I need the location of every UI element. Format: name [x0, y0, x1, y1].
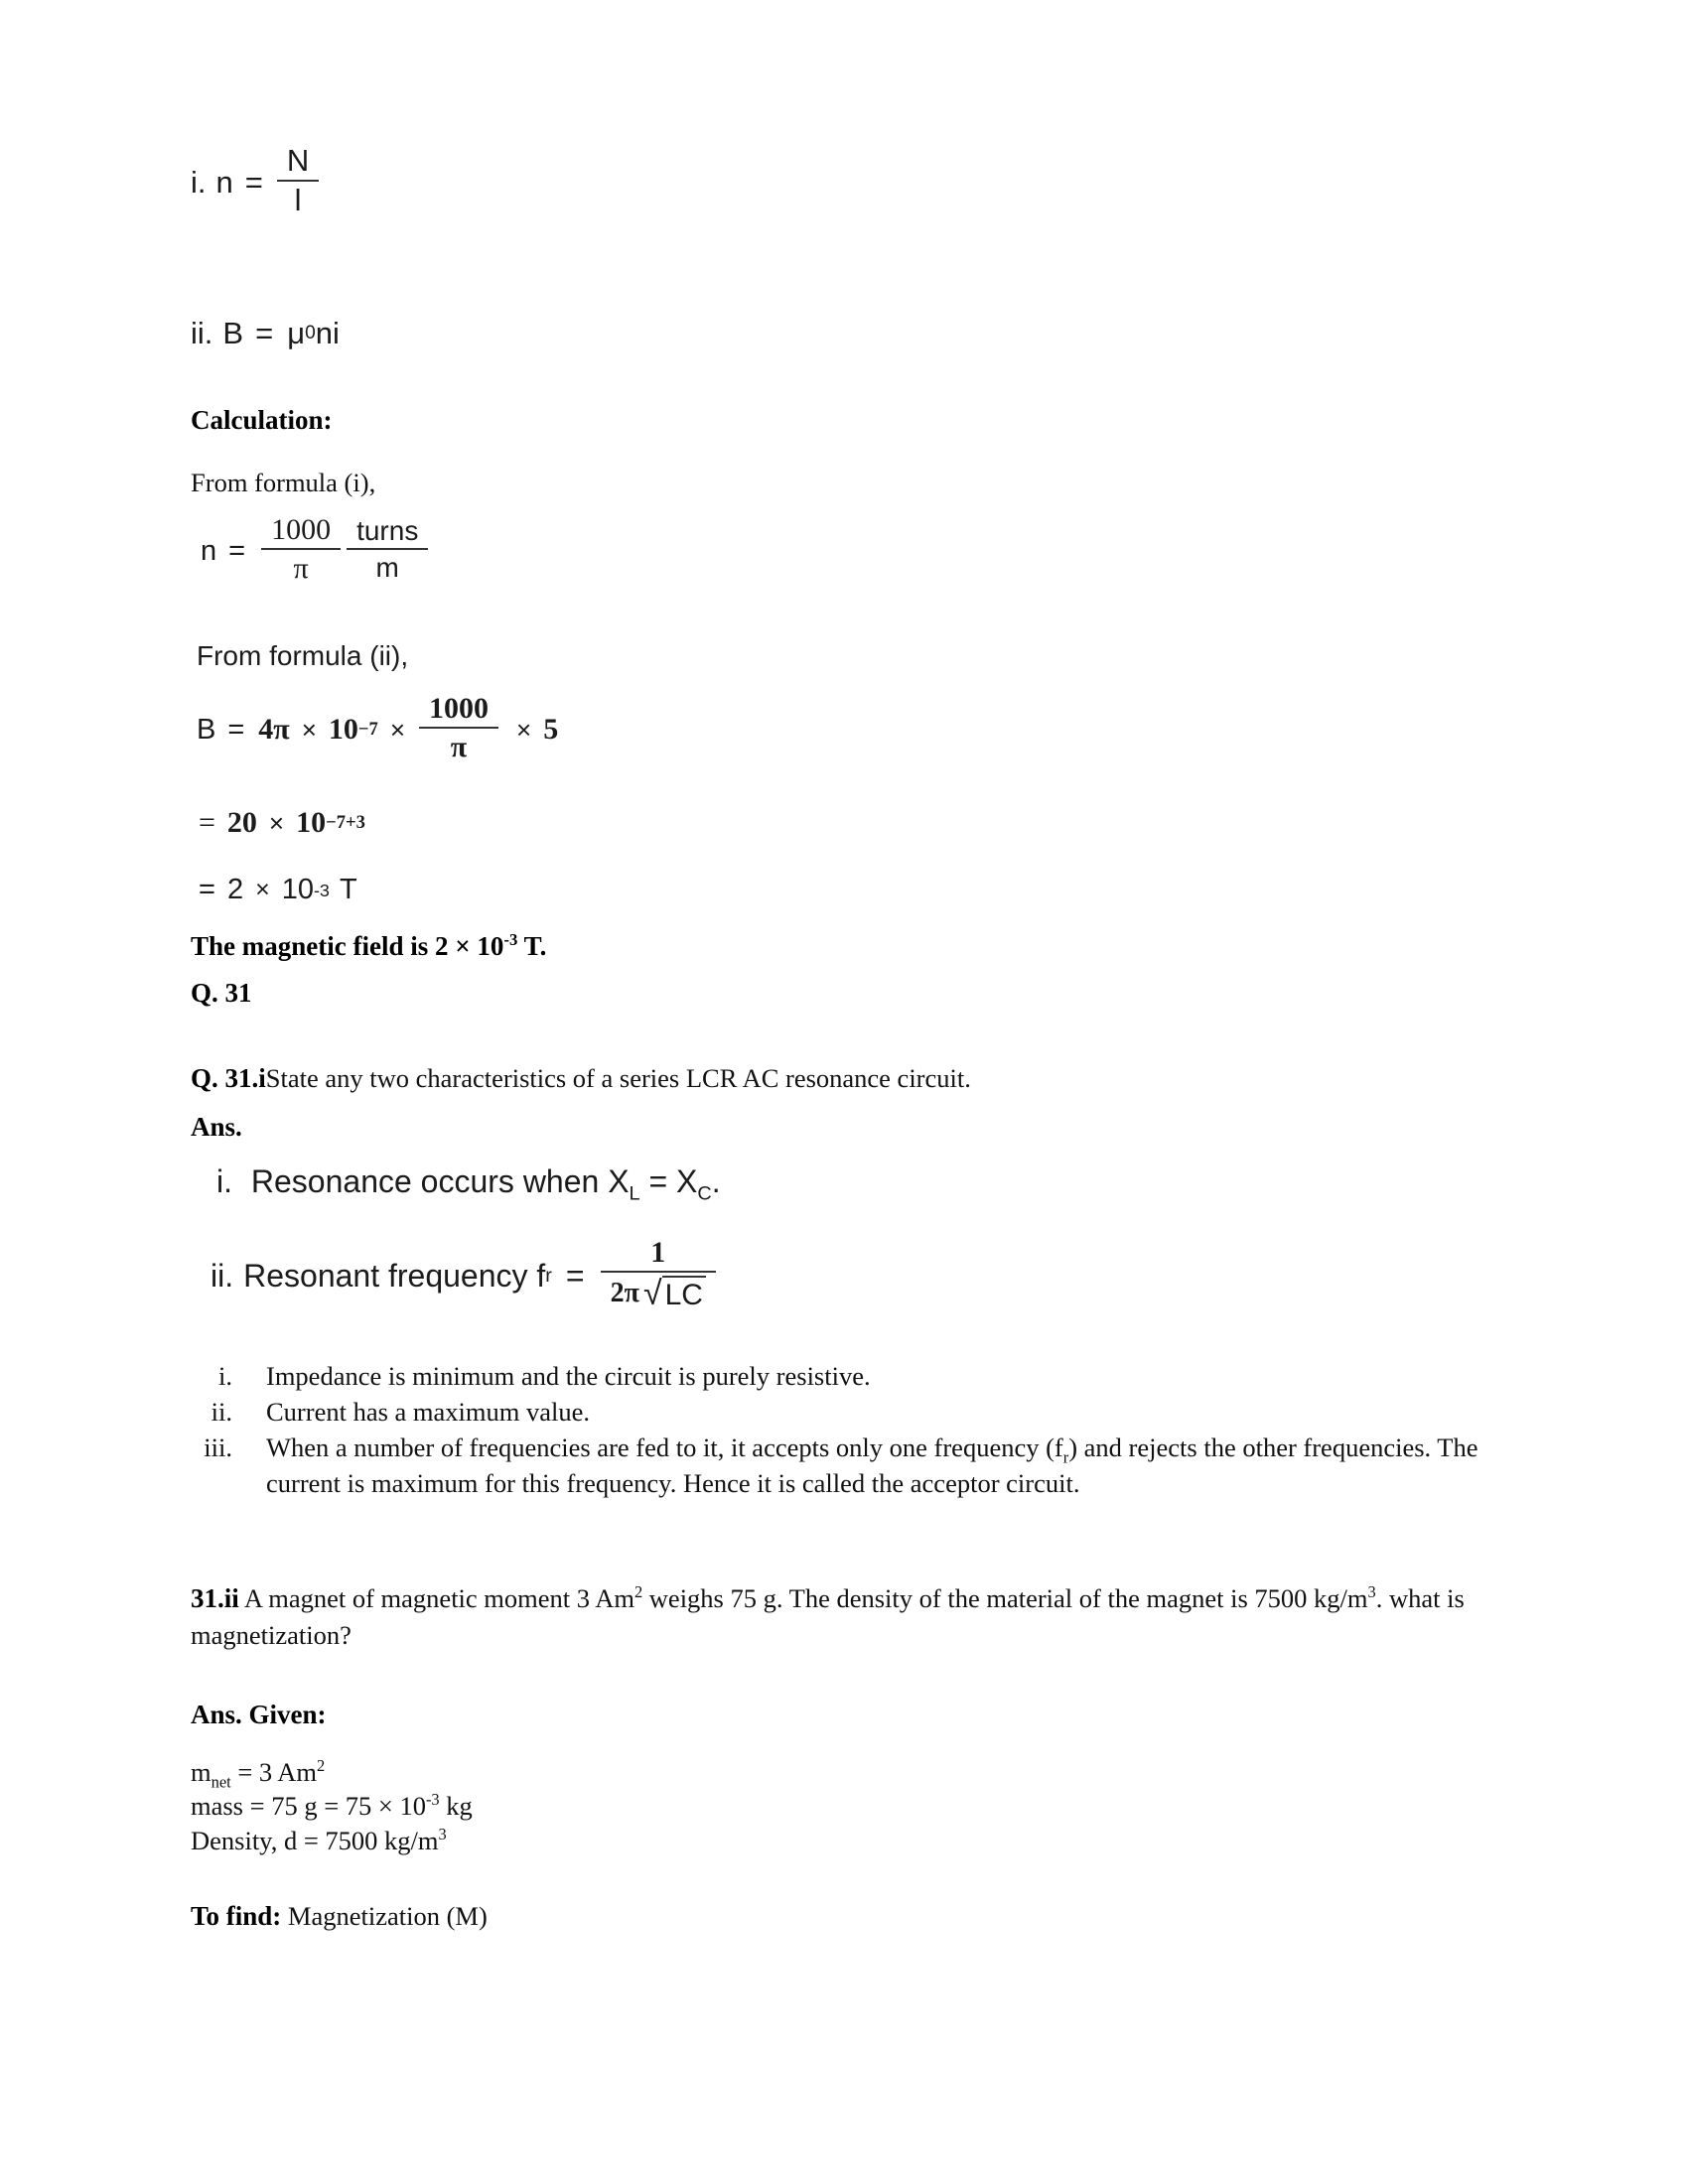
m-net-symbol: m	[191, 1757, 211, 1787]
q31i-line	[191, 1060, 1501, 1097]
formula-i-marker: i.	[191, 165, 207, 201]
resonance-i-text-c: .	[711, 1163, 721, 1199]
list-item-text: Impedance is minimum and the circuit is purely resistive.	[266, 1361, 871, 1391]
characteristics-list-items	[189, 1358, 1499, 1501]
b-line3-base: 10	[281, 874, 314, 905]
formula-i-numerator: N	[286, 143, 310, 178]
formula-ii-marker: ii.	[191, 316, 213, 350]
density-text: Density, d = 7500 kg/m	[191, 1825, 439, 1855]
list-item-text-part1: When a number of frequencies are fed to it, it accepts only one frequency (f	[266, 1433, 1063, 1463]
magnetic-field-answer-exponent: -3	[503, 930, 518, 949]
b-equation-fraction	[419, 693, 498, 762]
given-value-density	[191, 1824, 473, 1857]
resonance-i-marker: i.	[216, 1163, 232, 1199]
formula-i-fraction	[277, 145, 319, 216]
n-equation-fraction-units	[347, 516, 428, 582]
resonant-frequency-denominator	[601, 1271, 716, 1311]
m-net-rest: = 3 Am	[230, 1757, 318, 1787]
n-equation-units-numerator: turns	[356, 515, 419, 547]
resonance-ii-equals: =	[565, 1257, 585, 1294]
b-equation-fraction-denominator: π	[419, 727, 498, 763]
b-equation-block	[197, 692, 559, 764]
resonant-frequency-two-pi: 2π	[610, 1277, 639, 1308]
b-line2-coefficient: 20	[226, 806, 257, 839]
list-item	[189, 1430, 1499, 1501]
resonant-frequency-numerator: 1	[650, 1236, 666, 1269]
square-root-icon: √ LC	[643, 1276, 706, 1311]
b-line3-block	[199, 874, 357, 906]
formula-ii-lhs: B	[222, 316, 244, 350]
b-line2-block	[199, 806, 365, 840]
ans-label: Ans.	[191, 1112, 242, 1142]
b-equation-times-2: ×	[389, 714, 405, 745]
resonance-i-text-a: Resonance occurs when X	[250, 1163, 630, 1199]
resonance-ii-text: Resonant frequency f	[243, 1257, 546, 1294]
b-equation-fraction-numerator: 1000	[429, 692, 489, 725]
list-item-marker: iii.	[204, 1433, 232, 1463]
q31ii-line1-superscript: 2	[633, 1582, 643, 1602]
q31ii-line2-superscript: 3	[1367, 1582, 1376, 1602]
b-line3-times: ×	[255, 876, 270, 903]
n-equation-equals: =	[228, 534, 246, 567]
magnetic-field-answer-suffix: T.	[517, 931, 547, 961]
resonance-ii-line: ii. Resonant frequency f r = 1 2π √ LC	[211, 1239, 722, 1312]
b-equation-times-3: ×	[516, 714, 532, 745]
m-net-subscript: net	[211, 1772, 231, 1792]
resonance-i-sub-l: L	[629, 1182, 640, 1205]
resonance-ii-block	[211, 1236, 722, 1312]
list-item	[189, 1358, 1499, 1394]
resonance-ii-marker: ii.	[211, 1257, 234, 1294]
list-item-text: Current has a maximum value.	[266, 1397, 591, 1428]
n-equation-lhs: n	[201, 534, 217, 567]
q31-label: Q. 31	[191, 978, 252, 1008]
resonant-frequency-radicand: LC	[662, 1276, 706, 1311]
mass-text-a: mass = 75 g = 75 × 10	[191, 1791, 426, 1822]
list-item-subscript: r	[1062, 1447, 1069, 1467]
b-equation-equals: =	[227, 713, 245, 746]
q31i-text: State any two characteristics of a series LCR AC resonance circuit.	[265, 1063, 971, 1093]
b-equation: B = 4π × 10 −7 × $\frac{1000}{\pi}$ × 5	[197, 692, 559, 763]
magnetic-field-answer-prefix: The magnetic field is 2 × 10	[191, 931, 504, 961]
to-find-line	[191, 1898, 488, 1935]
q31i-label: Q. 31.i	[191, 1063, 266, 1093]
formula-i-equals: =	[244, 165, 263, 201]
list-item-marker: ii.	[211, 1397, 232, 1428]
given-values-block	[191, 1755, 473, 1857]
n-equation-fraction-numerator: 1000	[271, 513, 332, 546]
b-equation-power-base: 10	[328, 713, 358, 746]
b-equation-lhs: B	[197, 713, 216, 746]
q31ii-line2-b: . what is magnetization?	[191, 1583, 1465, 1651]
b-equation-times-1: ×	[301, 714, 317, 745]
n-equation	[201, 513, 434, 586]
q31ii-line1-b: weighs 75 g. The density of the material of the	[642, 1583, 1140, 1613]
characteristics-list	[189, 1358, 1499, 1501]
b-line2-times: ×	[268, 807, 285, 838]
b-line3-equals: =	[199, 874, 215, 905]
resonance-i-text-b: = X	[639, 1163, 698, 1199]
n-equation-units-denominator: m	[347, 548, 428, 582]
b-line2-base: 10	[296, 806, 327, 839]
resonant-frequency-fraction	[601, 1237, 716, 1310]
list-item-text	[266, 1430, 1499, 1501]
b-equation-last-factor: 5	[543, 713, 559, 746]
b-line2-equals: =	[199, 806, 215, 839]
n-equation-fraction-denominator: π	[261, 548, 341, 585]
mass-text-b: kg	[439, 1791, 473, 1822]
q31ii-line1-a: A magnet of magnetic moment 3 Am	[238, 1583, 634, 1613]
m-net-superscript: 2	[317, 1756, 326, 1776]
list-item	[189, 1394, 1499, 1430]
mass-superscript: -3	[425, 1790, 440, 1810]
q31ii-line2-a: magnet is 7500 kg/m	[1146, 1583, 1368, 1613]
formula-ii-equals: =	[255, 316, 274, 350]
formula-ii-block	[191, 316, 340, 351]
b-line3: = 2 × 10 -3 T	[199, 874, 357, 905]
from-formula-ii-text: From formula (ii),	[197, 640, 409, 671]
q31ii-label: 31.ii	[191, 1583, 239, 1613]
given-value-mass	[191, 1789, 473, 1823]
formula-i-lhs: n	[215, 165, 233, 201]
b-line3-coefficient: 2	[226, 874, 244, 905]
n-equation-fraction-value	[261, 514, 341, 584]
q31ii-question	[191, 1580, 1501, 1654]
given-value-m-net	[191, 1755, 473, 1792]
ans-given-label: Ans. Given:	[191, 1700, 327, 1729]
list-item-text-part2: ) and rejects the other frequencies. The current is maximum for this frequency. Hence it is called the acceptor circuit.	[266, 1433, 1478, 1499]
n-equation-block	[201, 513, 434, 586]
formula-i-block	[191, 143, 325, 218]
to-find-text: Magnetization (M)	[281, 1901, 488, 1931]
calculation-heading: Calculation:	[191, 405, 333, 435]
formula-i	[191, 143, 325, 218]
formula-ii-rest: ni	[315, 316, 340, 350]
resonance-i-line	[216, 1163, 721, 1205]
b-line3-unit: T	[339, 874, 357, 905]
from-formula-i-text: From formula (i),	[191, 468, 376, 497]
formula-ii: ii. B = μ 0 ni	[191, 316, 340, 350]
list-item-marker: i.	[218, 1361, 232, 1391]
b-equation-coefficient: 4π	[258, 713, 290, 746]
resonance-i-sub-c: C	[697, 1182, 712, 1205]
formula-i-denominator: l	[277, 180, 319, 217]
magnetic-field-answer	[191, 931, 546, 962]
formula-ii-mu: μ	[287, 316, 306, 350]
density-superscript: 3	[438, 1825, 447, 1844]
b-line2: = 20 × 10 −7+3	[199, 806, 365, 839]
to-find-label: To find:	[191, 1901, 282, 1931]
